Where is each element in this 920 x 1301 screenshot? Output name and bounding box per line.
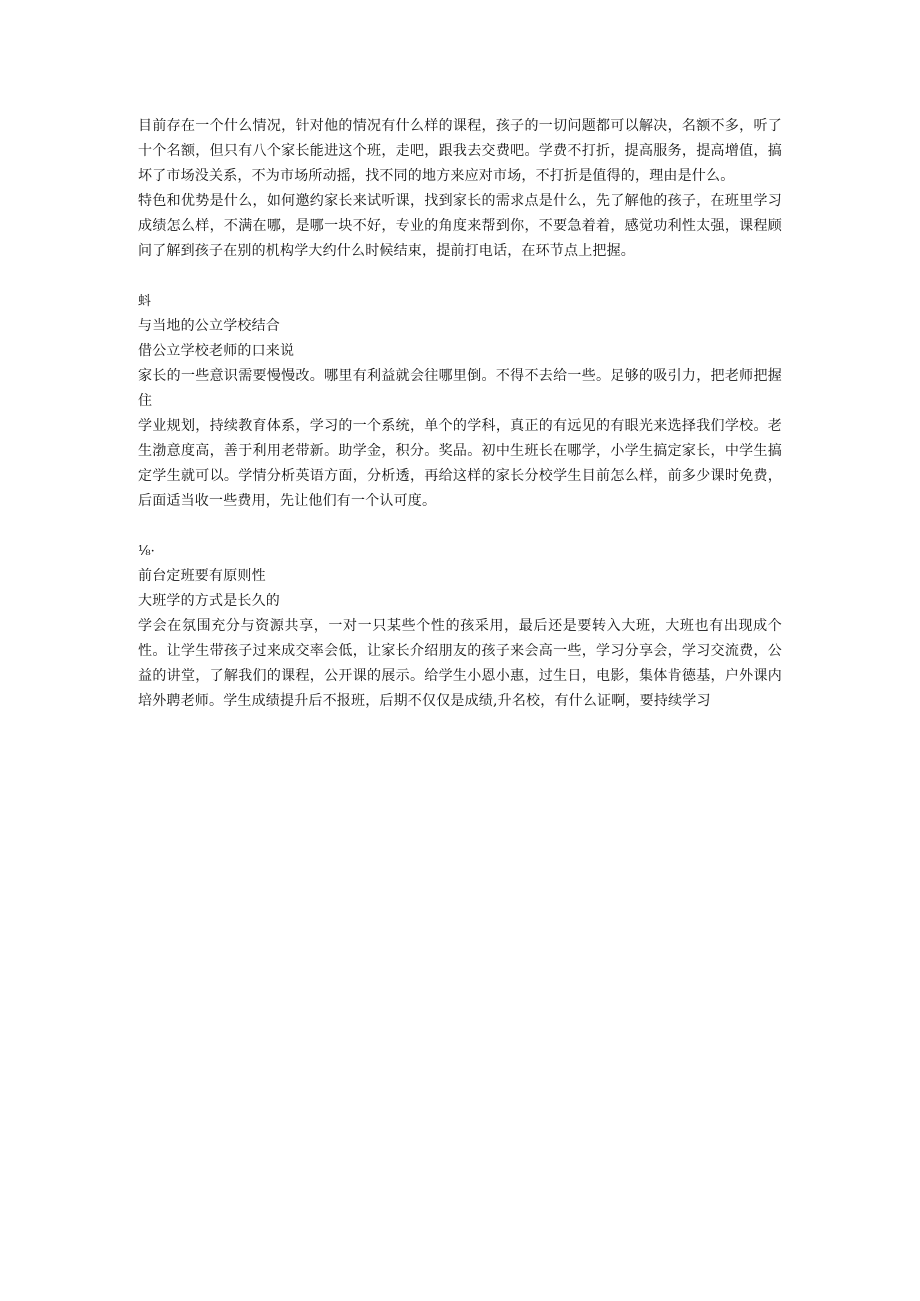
document-body (138, 114, 782, 714)
section-mark-2: ⅛· (138, 544, 155, 559)
paragraph-spacer (138, 514, 782, 539)
paragraph-resource-sharing: 学会在氛围充分与资源共享，一对一只某些个性的孩采用，最后还是要转入大班，大班也有出现成个性。让学生带孩子过来成交率会低，让家长介绍朋友的孩子来会高一些，学习分享会，学习交流费，公益的讲堂，了解我们的课程，公开课的展示。给学生小恩小惠，过生日，电影，集体肯德基，户外课内培外聘老师。学生成绩提升后不报班，后期不仅仅是成绩,升名校，有什么证啊，要持续学习 (138, 618, 782, 709)
section-mark-1: 蚪 (138, 294, 152, 309)
paragraph-spacer (138, 264, 782, 289)
heading-teacher-voice: 借公立学校老师的口来说 (138, 343, 295, 359)
paragraph-situation: 目前存在一个什么情况，针对他的情况有什么样的课程，孩子的一切问题都可以解决，名额不多，听了十个名额，但只有八个家长能进这个班，走吧，跟我去交费吧。学费不打折，提高服务，提高增值，搞坏了市场没关系，不为市场所动摇，找不同的地方来应对市场，不打折是值得的，理由是什么。 (138, 118, 782, 184)
heading-public-school: 与当地的公立学校结合 (138, 318, 280, 334)
paragraph-features: 特色和优势是什么，如何邀约家长来试听课，找到家长的需求点是什么，先了解他的孩子，在班里学习成绩怎么样，不满在哪，是哪一块不好，专业的角度来帮到你，不要急着着，感觉功利性太强，课程顾问了解到孩子在别的机构学大约什么时候结束，提前打电话，在环节点上把握。 (138, 193, 782, 259)
heading-large-class: 大班学的方式是长久的 (138, 593, 280, 609)
heading-front-desk: 前台定班要有原则性 (138, 568, 266, 584)
paragraph-study-planning: 学业规划，持续教育体系，学习的一个系统，单个的学科，真正的有远见的有眼光来选择我们学校。老生渤意度高，善于利用老带新。助学金，积分。奖品。初中生班长在哪学，小学生搞定家长，中学生搞定学生就可以。学情分析英语方面，分析透，再给这样的家长分校学生目前怎么样，前多少课时免费，后面适当收一些费用，先让他们有一个认可度。 (138, 418, 782, 509)
paragraph-parent-awareness: 家长的一些意识需要慢慢改。哪里有利益就会往哪里倒。不得不去给一些。足够的吸引力，把老师把握住 (138, 368, 782, 409)
